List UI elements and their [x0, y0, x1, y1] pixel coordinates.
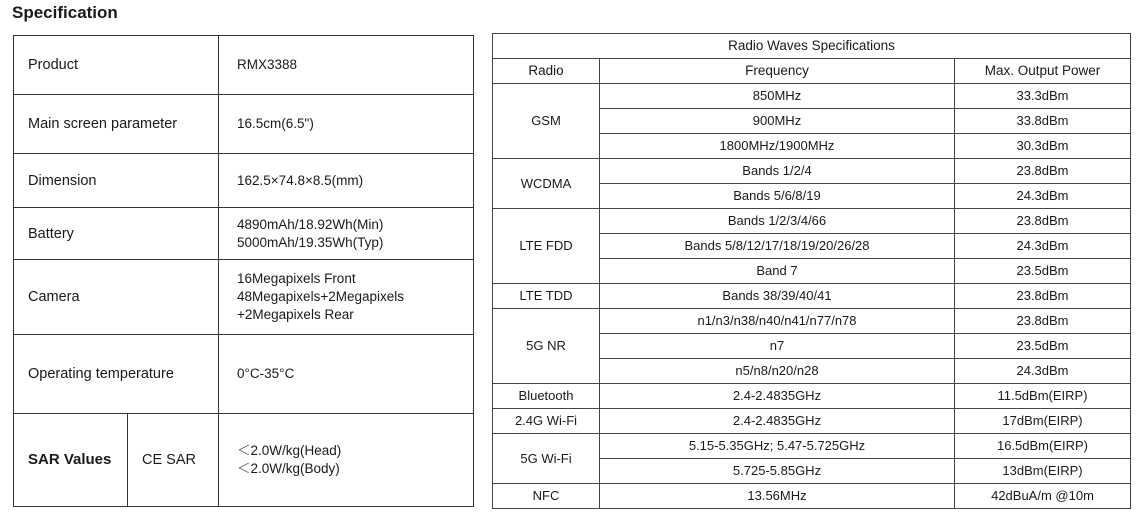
- frequency-cell: n7: [600, 334, 955, 359]
- frequency-cell: 2.4-2.4835GHz: [600, 409, 955, 434]
- power-cell: 23.8dBm: [955, 284, 1131, 309]
- sar-sublabel: CE SAR: [128, 414, 219, 507]
- radio-table-title: Radio Waves Specifications: [493, 34, 1131, 59]
- power-cell: 23.8dBm: [955, 309, 1131, 334]
- power-cell: 23.8dBm: [955, 159, 1131, 184]
- power-cell: 17dBm(EIRP): [955, 409, 1131, 434]
- power-cell: 33.8dBm: [955, 109, 1131, 134]
- power-cell: 11.5dBm(EIRP): [955, 384, 1131, 409]
- spec-value-line: +2Megapixels Rear: [237, 307, 354, 322]
- frequency-cell: 900MHz: [600, 109, 955, 134]
- radio-type-cell: LTE FDD: [493, 209, 600, 284]
- table-row: [493, 409, 1131, 434]
- power-cell: 23.5dBm: [955, 334, 1131, 359]
- radio-type-cell: WCDMA: [493, 159, 600, 209]
- frequency-cell: 2.4-2.4835GHz: [600, 384, 955, 409]
- radio-type-cell: 2.4G Wi-Fi: [493, 409, 600, 434]
- table-row: [493, 484, 1131, 509]
- spec-label: Dimension: [14, 154, 219, 208]
- spec-label: Operating temperature: [14, 335, 219, 414]
- sar-row: [14, 414, 474, 507]
- power-cell: 24.3dBm: [955, 359, 1131, 384]
- spec-label: Product: [14, 36, 219, 95]
- power-cell: 16.5dBm(EIRP): [955, 434, 1131, 459]
- power-cell: 23.5dBm: [955, 259, 1131, 284]
- column-header: Frequency: [600, 59, 955, 84]
- table-row: [493, 209, 1131, 234]
- radio-type-cell: 5G NR: [493, 309, 600, 384]
- table-row: [493, 434, 1131, 459]
- power-cell: 33.3dBm: [955, 84, 1131, 109]
- frequency-cell: Bands 1/2/3/4/66: [600, 209, 955, 234]
- power-cell: 24.3dBm: [955, 184, 1131, 209]
- frequency-cell: Bands 1/2/4: [600, 159, 955, 184]
- spec-row: [14, 36, 474, 95]
- table-row: [493, 384, 1131, 409]
- spec-row: [14, 335, 474, 414]
- frequency-cell: Band 7: [600, 259, 955, 284]
- spec-value: [219, 335, 474, 414]
- power-cell: 30.3dBm: [955, 134, 1131, 159]
- specification-table: [13, 35, 474, 507]
- frequency-cell: 5.725-5.85GHz: [600, 459, 955, 484]
- page-title: Specification: [12, 3, 118, 22]
- spec-value: [219, 260, 474, 335]
- frequency-cell: 1800MHz/1900MHz: [600, 134, 955, 159]
- radio-type-cell: GSM: [493, 84, 600, 159]
- spec-value: [219, 95, 474, 154]
- frequency-cell: n1/n3/n38/n40/n41/n77/n78: [600, 309, 955, 334]
- sar-value-line: ＜2.0W/kg(Body): [237, 461, 340, 476]
- power-cell: 42dBuA/m @10m: [955, 484, 1131, 509]
- spec-value-line: 5000mAh/19.35Wh(Typ): [237, 234, 384, 250]
- spec-value-line: 16Megapixels Front: [237, 271, 356, 286]
- frequency-cell: 5.15-5.35GHz; 5.47-5.725GHz: [600, 434, 955, 459]
- table-row: [493, 284, 1131, 309]
- sar-label: SAR Values: [14, 414, 128, 507]
- spec-value: [219, 36, 474, 95]
- spec-value: [219, 208, 474, 260]
- power-cell: 13dBm(EIRP): [955, 459, 1131, 484]
- frequency-cell: Bands 38/39/40/41: [600, 284, 955, 309]
- power-cell: 23.8dBm: [955, 209, 1131, 234]
- radio-type-cell: NFC: [493, 484, 600, 509]
- spec-value-line: 48Megapixels+2Megapixels: [237, 289, 404, 304]
- spec-label: Camera: [14, 260, 219, 335]
- table-row: [493, 309, 1131, 334]
- spec-value-line: 16.5cm(6.5"): [237, 116, 314, 131]
- spec-row: [14, 208, 474, 260]
- column-header: Max. Output Power: [955, 59, 1131, 84]
- radio-type-cell: 5G Wi-Fi: [493, 434, 600, 484]
- spec-value-line: 0°C-35°C: [237, 366, 295, 381]
- frequency-cell: Bands 5/8/12/17/18/19/20/26/28: [600, 234, 955, 259]
- frequency-cell: Bands 5/6/8/19: [600, 184, 955, 209]
- spec-value-line: 4890mAh/18.92Wh(Min): [237, 216, 384, 232]
- radio-header-row: [493, 59, 1131, 84]
- table-row: [493, 159, 1131, 184]
- radio-waves-table: [492, 33, 1131, 509]
- spec-label: Battery: [14, 208, 219, 260]
- radio-type-cell: LTE TDD: [493, 284, 600, 309]
- radio-title-row: [493, 34, 1131, 59]
- spec-label: Main screen parameter: [14, 95, 219, 154]
- spec-value-line: RMX3388: [237, 57, 298, 72]
- sar-value: [219, 414, 474, 507]
- frequency-cell: 850MHz: [600, 84, 955, 109]
- spec-row: [14, 95, 474, 154]
- power-cell: 24.3dBm: [955, 234, 1131, 259]
- column-header: Radio: [493, 59, 600, 84]
- spec-value-line: 162.5×74.8×8.5(mm): [237, 172, 364, 188]
- spec-row: [14, 260, 474, 335]
- frequency-cell: n5/n8/n20/n28: [600, 359, 955, 384]
- frequency-cell: 13.56MHz: [600, 484, 955, 509]
- spec-value: [219, 154, 474, 208]
- spec-row: [14, 154, 474, 208]
- radio-type-cell: Bluetooth: [493, 384, 600, 409]
- sar-value-line: ＜2.0W/kg(Head): [237, 443, 342, 458]
- table-row: [493, 84, 1131, 109]
